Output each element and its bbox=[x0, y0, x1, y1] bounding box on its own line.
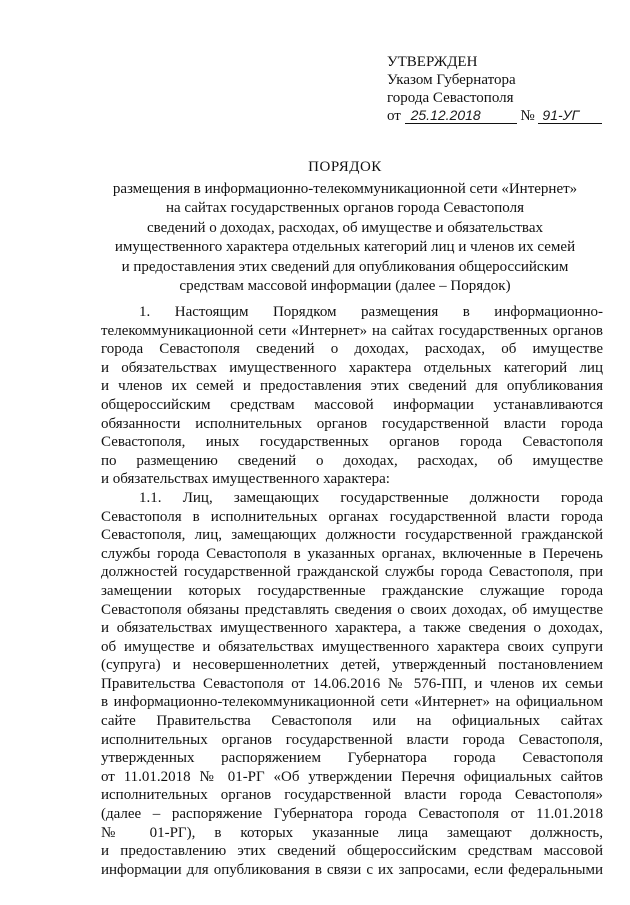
subtitle-line: на сайтах государственных органов города Севастополя bbox=[166, 200, 524, 216]
body-line: 1.1. Лиц, замещающих государственные должности города bbox=[139, 489, 603, 506]
body-line: в информационно-телекоммуникационной сети «Интернет» на официальном bbox=[101, 694, 603, 711]
body-line: сайте Правительства Севастополя или на официальных сайтах bbox=[101, 713, 603, 730]
body-line: должностей государственной гражданской службы города Севастополя, при bbox=[101, 564, 603, 581]
body-line: по размещению сведений о доходах, расходах, об имуществе bbox=[101, 452, 603, 469]
from-label: от bbox=[387, 108, 401, 124]
decree-number: 91-УГ bbox=[538, 107, 602, 124]
body-line: Правительства Севастополя от 14.06.2016 № 576-ПП, и членов их семьи bbox=[101, 675, 603, 692]
body-line: информации для опубликования в связи с их запросами, если федеральными bbox=[101, 861, 603, 878]
body-line: обязанности исполнительных органов государственной власти города bbox=[101, 415, 603, 432]
subtitle-line: и предоставления этих сведений для опубликования общероссийским bbox=[121, 258, 569, 275]
body-line: и обязательствах имущественного характера, а также сведения о доходах, bbox=[101, 620, 603, 637]
body-line: службы города Севастополя в указанных органах, включенные в Перечень bbox=[101, 545, 603, 562]
body-line: и членов их семей и предоставления этих сведений для опубликования bbox=[101, 378, 603, 395]
approval-block bbox=[387, 53, 617, 125]
body-line: Севастополя, лиц, замещающих должности государственной гражданской bbox=[101, 527, 603, 544]
body-line: № 01-РГ), в которых указанные лица замещают должность, bbox=[101, 824, 603, 841]
body-line: Севастополя обязаны представлять сведения о своих доходах, об имуществе bbox=[101, 601, 603, 618]
document-heading bbox=[95, 158, 595, 297]
approval-status: УТВЕРЖДЕН bbox=[387, 54, 478, 70]
body-line: телекоммуникационной сети «Интернет» на сайтах государственных органов bbox=[101, 322, 603, 339]
body-line: и предоставлению этих сведений общероссийским средствам массовой bbox=[101, 843, 603, 860]
body-line: города Севастополя сведений о доходах, расходах, об имуществе bbox=[101, 341, 603, 358]
body-line: (супруга) и несовершеннолетних детей, утвержденный постановлением bbox=[101, 657, 603, 674]
approval-date-number bbox=[387, 107, 617, 125]
subtitle-line: размещения в информационно-телекоммуникационной сети «Интернет» bbox=[112, 180, 578, 197]
approval-city: города Севастополя bbox=[387, 90, 514, 106]
body-line: (далее – распоряжение Губернатора города Севастополя от 11.01.2018 bbox=[101, 806, 603, 823]
subtitle-line: сведений о доходах, расходах, об имуществе и обязательствах bbox=[147, 219, 543, 236]
body-line: Севастополя, иных государственных органов города Севастополя bbox=[101, 434, 603, 451]
decree-date: 25.12.2018 bbox=[405, 107, 517, 124]
body-line: об имуществе и обязательствах имущественного характера своих супруги bbox=[101, 638, 603, 655]
body-line: 1. Настоящим Порядком размещения в информационно- bbox=[139, 304, 603, 320]
body-line: утвержденных распоряжением Губернатора города Севастополя bbox=[101, 750, 603, 767]
document-title: ПОРЯДОК bbox=[308, 159, 382, 175]
number-label: № bbox=[520, 108, 535, 124]
body-line: замещении которых государственные гражданские служащие города bbox=[101, 582, 603, 599]
body-line: Севастополя в исполнительных органах государственной власти города bbox=[101, 508, 603, 525]
subtitle-line: средствам массовой информации (далее – Порядок) bbox=[179, 278, 511, 294]
body-line: от 11.01.2018 № 01-РГ «Об утверждении Перечня официальных сайтов bbox=[101, 768, 603, 785]
approval-authority: Указом Губернатора bbox=[387, 72, 516, 88]
subtitle-line: имущественного характера отдельных категорий лиц и членов их семей bbox=[114, 239, 576, 255]
document-body bbox=[101, 303, 603, 879]
body-line: и обязательствах имущественного характера отдельных категорий лиц bbox=[101, 359, 603, 376]
body-line: общероссийским средствам массовой информации устанавливаются bbox=[101, 396, 603, 413]
body-line: исполнительных органов государственной власти города Севастополя, bbox=[101, 731, 603, 748]
body-line: и обязательствах имущественного характера: bbox=[101, 471, 390, 488]
body-line: исполнительных органов государственной власти города Севастополя» bbox=[101, 787, 603, 804]
